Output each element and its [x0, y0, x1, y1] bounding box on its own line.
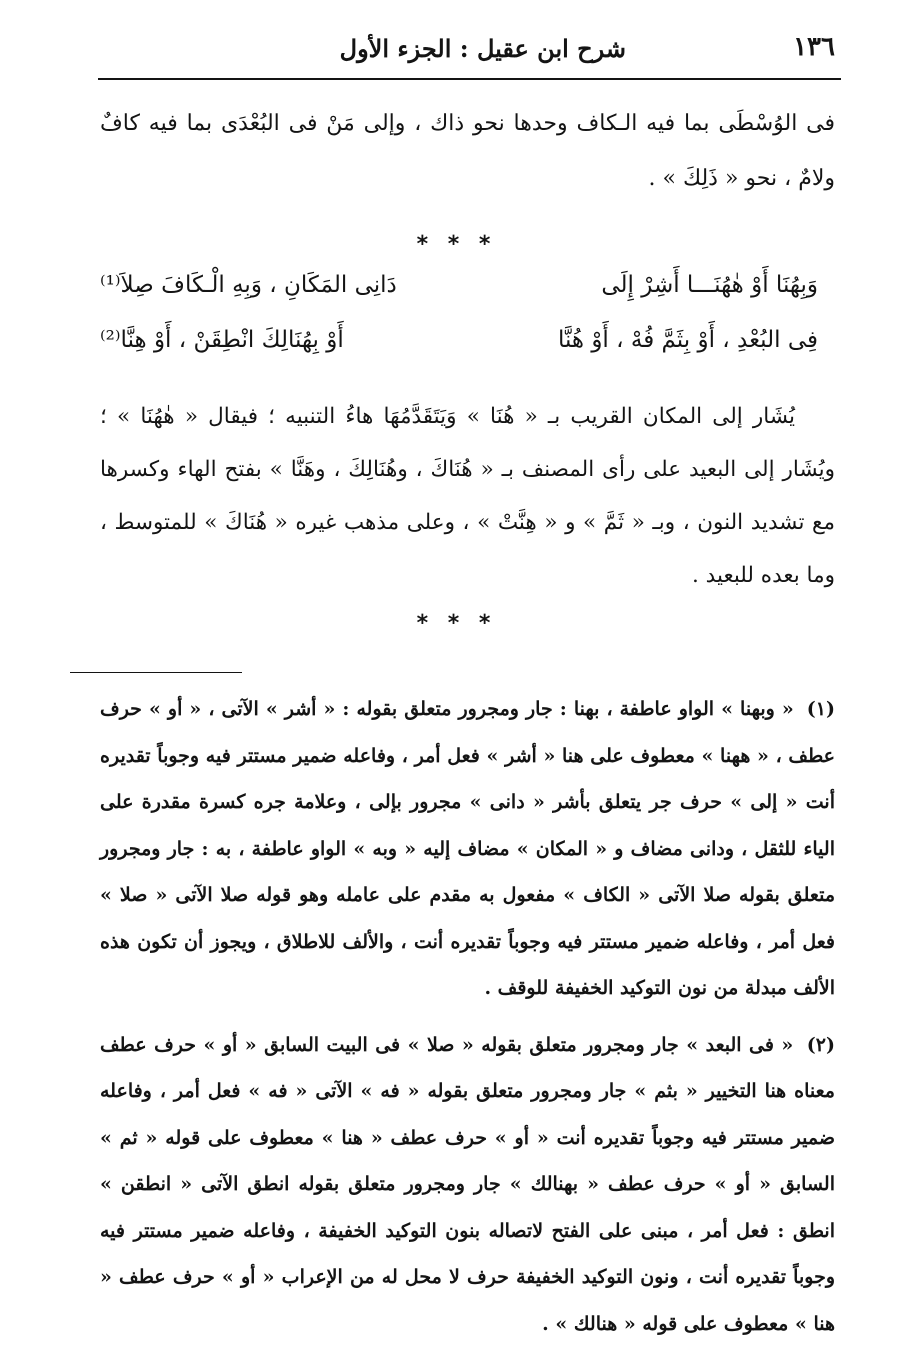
commentary-paragraph: [100, 390, 835, 602]
footnote-2-number: (٢): [806, 1033, 835, 1056]
footnote-1: [100, 686, 835, 1012]
verse-1-second-hemistich: دَانِى المَكَانِ ، وَبِهِ الْـكَافَ صِلاَ⁽¹⁾: [100, 272, 397, 298]
verse-2-first-hemistich: فِى البُعْدِ ، أَوْ بِثَمَّ فُهْ ، أَوْ هُنَّا: [557, 327, 818, 353]
footnote-1-number: (١): [806, 698, 835, 720]
footnotes: [100, 686, 835, 1357]
running-title: شرح ابن عقيل : الجزء الأول: [339, 34, 626, 63]
footnote-1-text: « وبهنا » الواو عاطفة ، بهنا : جار ومجرور متعلق بقوله : « أشر » الآتى ، « أو » حرف عطف ، « ههنا » معطوف على هنا « أشر » فعل أمر ، وفاعله ضمير مستتر فيه وجوباً تقديره أنت « إلى » حرف جر يتعلق بأشر « دانى » مجرور بإلى ، وعلامة جره كسرة مقدرة على الياء للثقل ، ودانى مضاف و « المكان » مضاف إليه « وبه » الواو عاطفة ، به : جار ومجرور متعلق بقوله صلا الآتى « الكاف » مفعول به مقدم على عامله وهو قوله صلا الآتى « صلا » فعل أمر ، وفاعله ضمير مستتر فيه وجوباً تقديره أنت ، والألف للاطلاق ، ويجوز أن تكون هذه الألف مبدلة من نون التوكيد الخفيفة للوقف .: [100, 698, 835, 999]
opening-paragraph-text: فى الوُسْطَى بما فيه الـكاف وحدها نحو ذاك ، وإلى مَنْ فى البُعْدَى بما فيه كافٌ ولامٌ ، نحو « ذَلِكَ » .: [100, 111, 835, 191]
verse-1-first-hemistich: وَبِهُنَا أَوْ هٰهُنَـــا أَشِرْ إِلَى: [601, 272, 818, 298]
opening-paragraph: [100, 96, 835, 206]
section-separator: * * *: [416, 232, 497, 257]
footnote-divider: [70, 672, 242, 673]
footnote-2: [100, 1022, 835, 1348]
page-number: ١٣٦: [793, 32, 835, 62]
commentary-text: يُشَار إلى المكان القريب بـ « هُنَا » وَيَتَقَدَّمُهَا هاءُ التنبيه ؛ فيقال « هٰهُنَا » ؛ ويُشَار إلى البعيد على رأى المصنف بـ « هُنَاكَ ، وهُنَالِكَ ، وهَنَّا » بفتح الهاء وكسرها مع تشديد النون ، وبـ « ثَمَّ » و « هِنَّتْ » ، وعلى مذهب غيره « هُنَاكَ » للمتوسط ، وما بعده للبعيد .: [100, 404, 835, 588]
verse-line-1: [100, 272, 818, 298]
verse-2-second-hemistich: أَوْ بِهُنَالِكَ انْطِقَنْ ، أَوْ هِنَّا⁽²⁾: [100, 327, 344, 353]
footnote-2-text: « فى البعد » جار ومجرور متعلق بقوله « صلا » فى البيت السابق « أو » حرف عطف معناه هنا التخيير « بثم » جار ومجرور متعلق بقوله « فه » الآتى « فه » فعل أمر ، وفاعله ضمير مستتر فيه وجوباً تقديره أنت « أو » حرف عطف « هنا » معطوف على قوله « ثم » السابق « أو » حرف عطف « بهنالك » جار ومجرور متعلق بقوله انطق الآتى « انطقن » انطق : فعل أمر ، مبنى على الفتح لاتصاله بنون التوكيد الخفيفة ، وفاعله ضمير مستتر فيه وجوباً تقديره أنت ، ونون التوكيد الخفيفة حرف لا محل له من الإعراب « أو » حرف عطف « هنا » معطوف على قوله « هنالك » .: [100, 1033, 835, 1335]
section-separator-2: * * *: [416, 611, 497, 636]
verse-line-2: [100, 327, 818, 353]
running-header: [98, 28, 841, 80]
